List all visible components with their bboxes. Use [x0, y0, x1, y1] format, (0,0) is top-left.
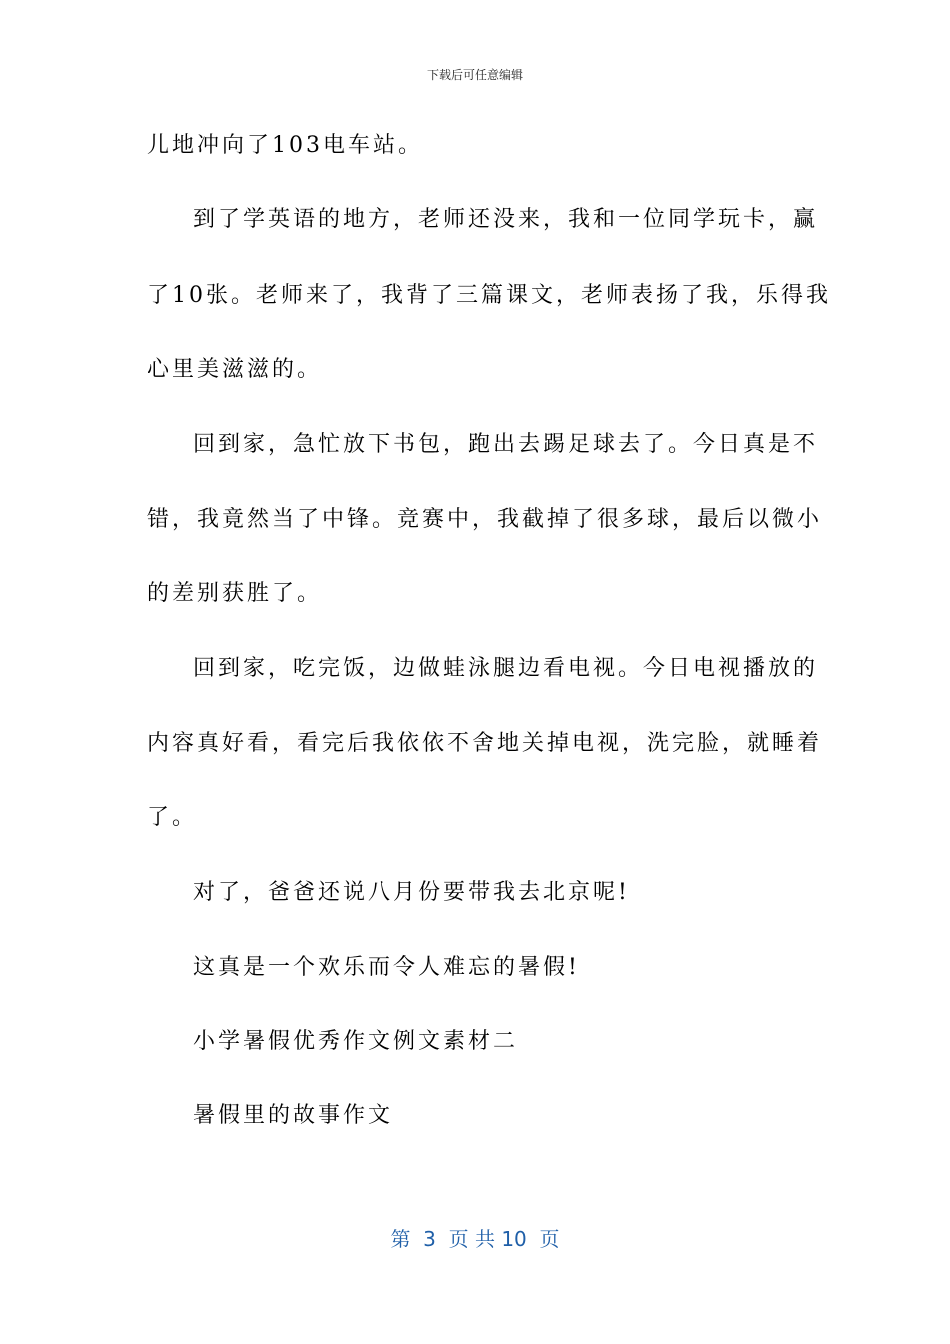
section-heading: 小学暑假优秀作文例文素材二 [193, 1029, 519, 1054]
page-header: 下载后可任意编辑 [426, 68, 523, 82]
text-line: 儿地冲向了103电车站。 [147, 133, 423, 158]
paragraph-line: 对了，爸爸还说八月份要带我去北京呢! [193, 880, 630, 905]
text-line: 心里美滋滋的。 [147, 357, 323, 382]
text-line: 内容真好看，看完后我依依不舍地关掉电视，洗完脸，就睡着 [147, 731, 823, 756]
text-line: 的差别获胜了。 [147, 581, 323, 606]
text-line: 了10张。老师来了，我背了三篇课文，老师表扬了我，乐得我 [147, 283, 831, 308]
paragraph-line: 回到家，急忙放下书包，跑出去踢足球去了。今日真是不 [193, 432, 819, 457]
paragraph-line: 到了学英语的地方，老师还没来，我和一位同学玩卡，赢 [193, 207, 819, 232]
text-line: 错，我竟然当了中锋。竞赛中，我截掉了很多球，最后以微小 [147, 507, 823, 532]
paragraph-line: 回到家，吃完饭，边做蛙泳腿边看电视。今日电视播放的 [193, 656, 819, 681]
section-heading: 暑假里的故事作文 [193, 1103, 394, 1128]
text-line: 了。 [147, 805, 198, 830]
page-footer: 第 3 页 共 10 页 [390, 1227, 560, 1251]
paragraph-line: 这真是一个欢乐而令人难忘的暑假! [193, 955, 580, 980]
